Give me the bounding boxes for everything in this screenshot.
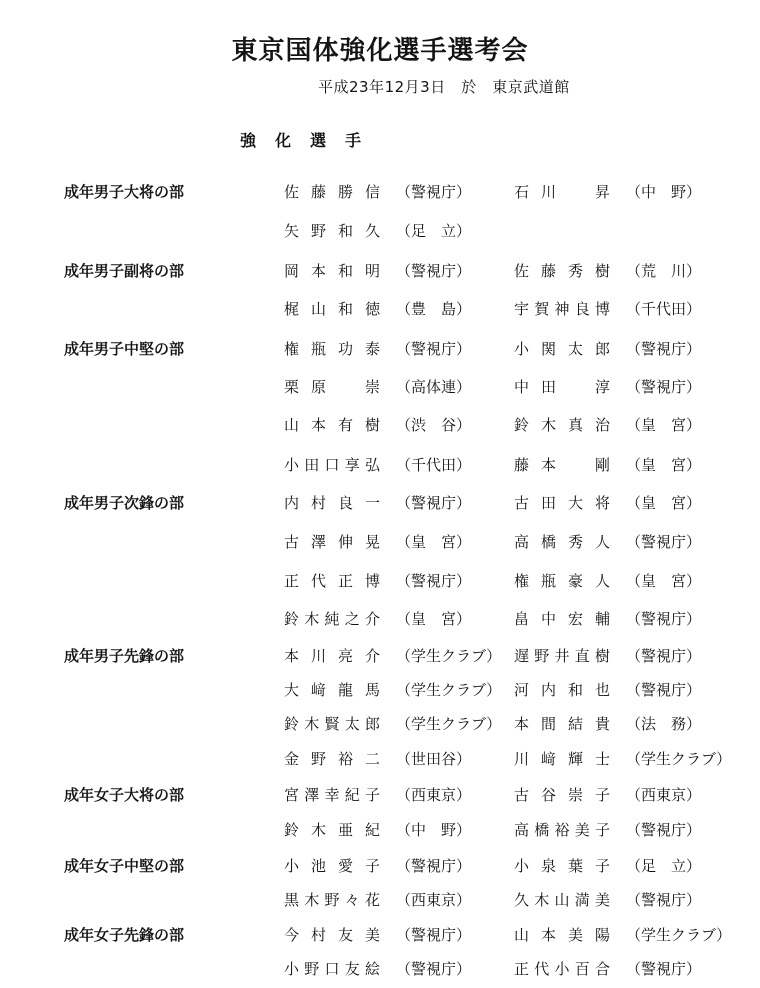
category-label: 成年女子先鋒の部 [64, 926, 185, 944]
athlete-name: 川﨑輝士 [514, 750, 610, 768]
athlete-name: 畠中宏輔 [514, 610, 610, 628]
athlete-affiliation: （千代田） [396, 456, 472, 474]
athlete-affiliation: （渋 谷） [396, 416, 472, 434]
athlete-row [0, 454, 760, 482]
athlete-row [0, 748, 760, 776]
athlete-affiliation: （学生クラブ） [396, 715, 502, 733]
category-label: 成年男子大将の部 [64, 183, 185, 201]
athlete-name: 宮澤幸紀子 [284, 786, 380, 804]
athlete-name: 本川亮介 [284, 647, 380, 665]
athlete-name: 金野裕二 [284, 750, 380, 768]
athlete-name: 高橋秀人 [514, 533, 610, 551]
athlete-affiliation: （皇 宮） [396, 610, 472, 628]
athlete-affiliation: （警視庁） [626, 891, 702, 909]
athlete-row [0, 889, 760, 917]
athlete-affiliation: （世田谷） [396, 750, 472, 768]
athlete-name: 鈴木真治 [514, 416, 610, 434]
athlete-row [0, 924, 760, 952]
athlete-name: 権瓶功泰 [284, 340, 380, 358]
athlete-name: 今村友美 [284, 926, 380, 944]
athlete-name: 小野口友絵 [284, 960, 380, 978]
athlete-name: 遅野井直樹 [514, 647, 610, 665]
category-label: 成年男子先鋒の部 [64, 647, 185, 665]
category-label: 成年女子中堅の部 [64, 857, 185, 875]
athlete-name: 高橋裕美子 [514, 821, 610, 839]
category-label: 成年男子副将の部 [64, 262, 185, 280]
athlete-name: 藤本 剛 [514, 456, 610, 474]
athlete-affiliation: （荒 川） [626, 262, 702, 280]
athlete-row [0, 376, 760, 404]
athlete-name: 小田口享弘 [284, 456, 380, 474]
athlete-row [0, 570, 760, 598]
athlete-name: 大﨑龍馬 [284, 681, 380, 699]
athlete-row [0, 220, 760, 248]
category-label: 成年男子中堅の部 [64, 340, 185, 358]
athlete-affiliation: （警視庁） [396, 262, 472, 280]
athlete-affiliation: （皇 宮） [626, 416, 702, 434]
athlete-affiliation: （足 立） [396, 222, 472, 240]
athlete-row [0, 679, 760, 707]
athlete-affiliation: （警視庁） [626, 610, 702, 628]
athlete-affiliation: （警視庁） [626, 533, 702, 551]
athlete-name: 久木山満美 [514, 891, 610, 909]
athlete-name: 河内和也 [514, 681, 610, 699]
category-label: 成年女子大将の部 [64, 786, 185, 804]
athlete-name: 鈴木純之介 [284, 610, 380, 628]
athlete-name: 中田 淳 [514, 378, 610, 396]
athlete-row [0, 492, 760, 520]
section-heading: 強化選手 [240, 131, 381, 150]
athlete-affiliation: （中 野） [396, 821, 472, 839]
athlete-name: 山本有樹 [284, 416, 380, 434]
athlete-affiliation: （千代田） [626, 300, 702, 318]
athlete-affiliation: （警視庁） [396, 494, 472, 512]
athlete-row [0, 298, 760, 326]
athlete-name: 石川 昇 [514, 183, 610, 201]
athlete-name: 山本美陽 [514, 926, 610, 944]
athlete-affiliation: （皇 宮） [626, 456, 702, 474]
category-label: 成年男子次鋒の部 [64, 494, 185, 512]
athlete-affiliation: （豊 島） [396, 300, 472, 318]
athlete-affiliation: （警視庁） [396, 857, 472, 875]
athlete-affiliation: （警視庁） [626, 340, 702, 358]
athlete-row [0, 819, 760, 847]
athlete-row [0, 713, 760, 741]
athlete-affiliation: （皇 宮） [396, 533, 472, 551]
athlete-affiliation: （高体連） [396, 378, 472, 396]
athlete-affiliation: （警視庁） [396, 960, 472, 978]
athlete-affiliation: （警視庁） [626, 960, 702, 978]
athlete-affiliation: （警視庁） [626, 647, 702, 665]
athlete-name: 栗原 崇 [284, 378, 380, 396]
athlete-name: 内村良一 [284, 494, 380, 512]
athlete-affiliation: （足 立） [626, 857, 702, 875]
athlete-affiliation: （中 野） [626, 183, 702, 201]
athlete-name: 本間結貴 [514, 715, 610, 733]
athlete-affiliation: （学生クラブ） [396, 647, 502, 665]
athlete-name: 岡本和明 [284, 262, 380, 280]
athlete-affiliation: （西東京） [396, 786, 472, 804]
athlete-affiliation: （皇 宮） [626, 572, 702, 590]
athlete-row [0, 260, 760, 288]
athlete-row [0, 531, 760, 559]
page-title: 東京国体強化選手選考会 [231, 36, 529, 66]
athlete-name: 権瓶豪人 [514, 572, 610, 590]
athlete-name: 小関太郎 [514, 340, 610, 358]
athlete-affiliation: （警視庁） [396, 926, 472, 944]
athlete-affiliation: （法 務） [626, 715, 702, 733]
athlete-affiliation: （皇 宮） [626, 494, 702, 512]
athlete-row [0, 414, 760, 442]
athlete-affiliation: （警視庁） [626, 681, 702, 699]
athlete-name: 佐藤秀樹 [514, 262, 610, 280]
athlete-name: 佐藤勝信 [284, 183, 380, 201]
date-venue-line: 平成23年12月3日 於 東京武道館 [318, 78, 570, 96]
athlete-name: 小泉葉子 [514, 857, 610, 875]
athlete-affiliation: （学生クラブ） [396, 681, 502, 699]
athlete-name: 鈴木亜紀 [284, 821, 380, 839]
athlete-affiliation: （学生クラブ） [626, 750, 732, 768]
athlete-row [0, 855, 760, 883]
athlete-name: 宇賀神良博 [514, 300, 610, 318]
athlete-row [0, 181, 760, 209]
athlete-affiliation: （警視庁） [396, 340, 472, 358]
athlete-row [0, 645, 760, 673]
athlete-name: 古澤伸晃 [284, 533, 380, 551]
athlete-affiliation: （警視庁） [396, 183, 472, 201]
athlete-name: 鈴木賢太郎 [284, 715, 380, 733]
athlete-affiliation: （西東京） [396, 891, 472, 909]
athlete-name: 古田大将 [514, 494, 610, 512]
athlete-affiliation: （警視庁） [626, 378, 702, 396]
athlete-affiliation: （警視庁） [396, 572, 472, 590]
athlete-name: 黒木野々花 [284, 891, 380, 909]
athlete-affiliation: （警視庁） [626, 821, 702, 839]
athlete-row [0, 608, 760, 636]
athlete-name: 小池愛子 [284, 857, 380, 875]
athlete-row [0, 338, 760, 366]
athlete-affiliation: （学生クラブ） [626, 926, 732, 944]
athlete-name: 正代正博 [284, 572, 380, 590]
athlete-row [0, 958, 760, 986]
athlete-row [0, 784, 760, 812]
athlete-affiliation: （西東京） [626, 786, 702, 804]
athlete-name: 梶山和徳 [284, 300, 380, 318]
athlete-name: 矢野和久 [284, 222, 380, 240]
athlete-name: 正代小百合 [514, 960, 610, 978]
athlete-name: 古谷崇子 [514, 786, 610, 804]
